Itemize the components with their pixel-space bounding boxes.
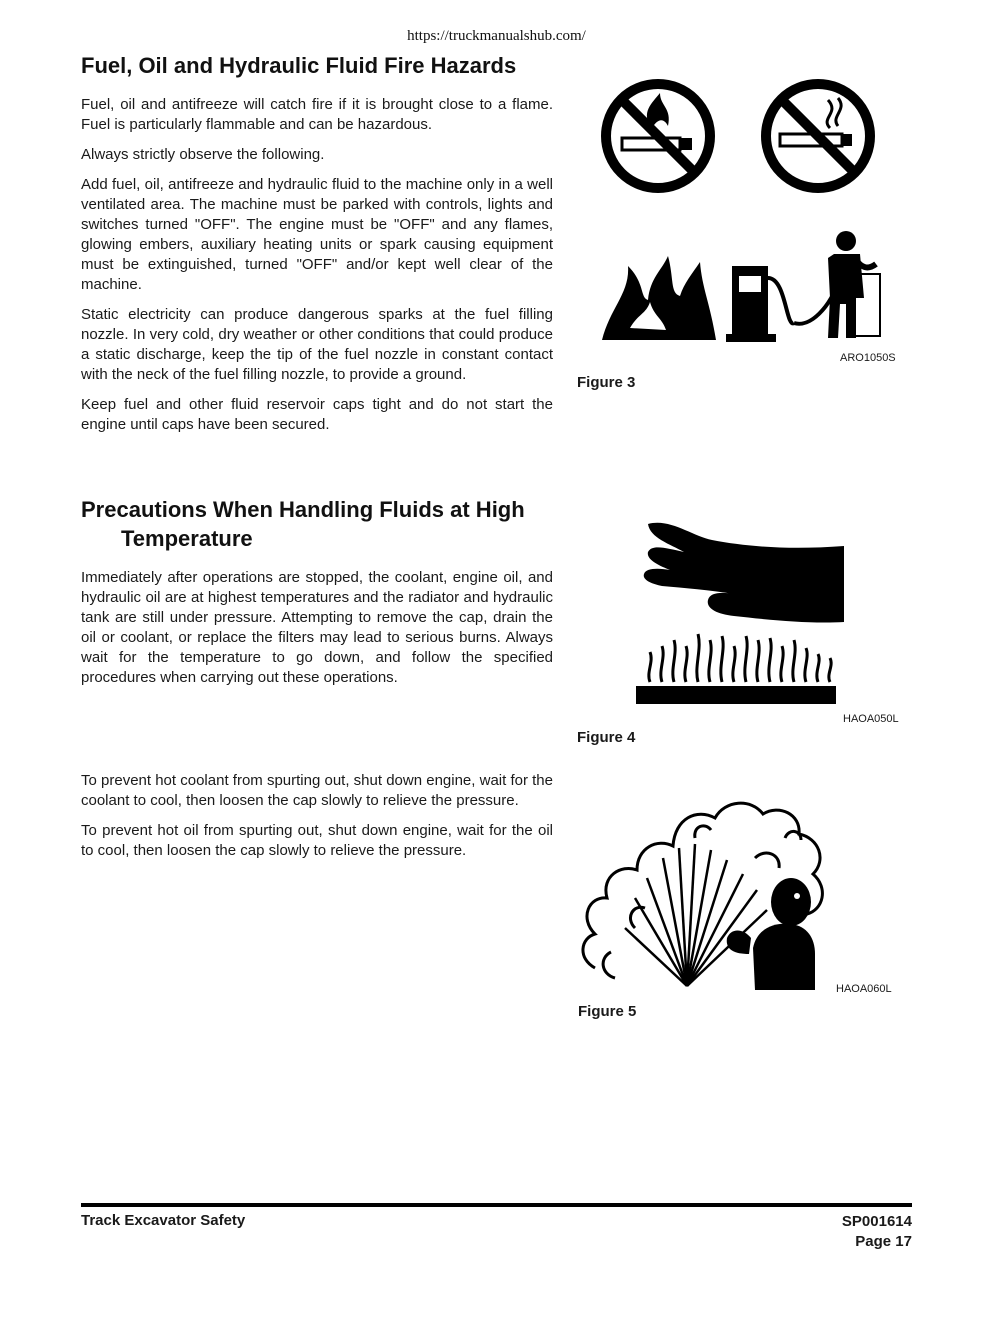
- paragraph: To prevent hot coolant from spurting out, shut down engine, wait for the coolant to cool, then loosen the cap slowly to relieve the pressure.: [81, 772, 553, 809]
- hot-surface-icon: [636, 686, 836, 704]
- figure-5-code: HAOA060L: [836, 983, 892, 995]
- paragraph: Static electricity can produce dangerous sparks at the fuel filling nozzle. In very cold, dry weather or other conditions that could produce a static discharge, keep the tip of the fuel nozzle in constant contact with the neck of the fuel filling nozzle, to provide a ground.: [81, 306, 553, 383]
- hand-icon: [644, 523, 844, 623]
- figure-4-label: Figure 4: [577, 729, 636, 746]
- fuel-pump-icon: [726, 266, 794, 342]
- figure-5-illustration: [575, 778, 835, 993]
- figure-4-code: HAOA050L: [843, 713, 899, 725]
- person-icon: [727, 878, 815, 990]
- section2-body-b: [81, 771, 553, 871]
- section-title-line1: Precautions When Handling Fluids at High: [81, 497, 525, 522]
- footer-title: Track Excavator Safety: [81, 1212, 246, 1229]
- section2-body: [81, 568, 553, 698]
- figure-3-illustration: [590, 78, 910, 368]
- paragraph: Immediately after operations are stopped, the coolant, engine oil, and hydraulic oil are at highest temperatures and the radiator and hydraulic tank are still under pressure. Attempting to remove the cap, drain the oil or coolant, or replace the filters may lead to serious burns. Always wait for the temperature to go down, and follow the specified procedures when carrying out these operations.: [81, 569, 553, 686]
- paragraph: Keep fuel and other fluid reservoir caps tight and do not start the engine until caps have been secured.: [81, 396, 553, 433]
- section-title-line2: Temperature: [121, 526, 253, 551]
- section1-body: [81, 95, 553, 445]
- heat-waves-icon: [649, 634, 831, 682]
- paragraph: Add fuel, oil, antifreeze and hydraulic fluid to the machine only in a well ventilated area. The machine must be parked with controls, lights and switches turned "OFF". The engine must be "OFF" and any flames, glowing embers, auxiliary heating units or spark causing equipment must be extinguished, turned "OFF" and/or kept well clear of the machine.: [81, 176, 553, 293]
- no-open-flame-icon: [606, 84, 710, 188]
- paragraph: Fuel, oil and antifreeze will catch fire if it is brought close to a flame. Fuel is particularly flammable and can be hazardous.: [81, 96, 553, 133]
- flames-icon: [602, 256, 716, 340]
- section-title-fire-hazards: Fuel, Oil and Hydraulic Fluid Fire Hazards: [81, 53, 517, 78]
- person-fueling-icon: [794, 231, 880, 338]
- figure-3-label: Figure 3: [577, 374, 636, 391]
- footer-info: [842, 1212, 912, 1252]
- footer-page-number: Page 17: [855, 1233, 912, 1250]
- no-smoking-icon: [766, 84, 870, 188]
- figure-3-code: ARO1050S: [840, 352, 896, 364]
- footer-divider: [81, 1203, 912, 1207]
- spray-lines-icon: [625, 844, 767, 986]
- figure-4-illustration: [630, 512, 850, 712]
- footer-doc-id: SP001614: [841, 1213, 912, 1230]
- source-url: https://truckmanualshub.com/: [407, 28, 586, 44]
- paragraph: Always strictly observe the following.: [81, 146, 325, 163]
- figure-5-label: Figure 5: [578, 1003, 637, 1020]
- paragraph: To prevent hot oil from spurting out, shut down engine, wait for the oil to cool, then loosen the cap slowly to relieve the pressure.: [81, 822, 553, 859]
- section-title-hot-fluids: [81, 495, 525, 553]
